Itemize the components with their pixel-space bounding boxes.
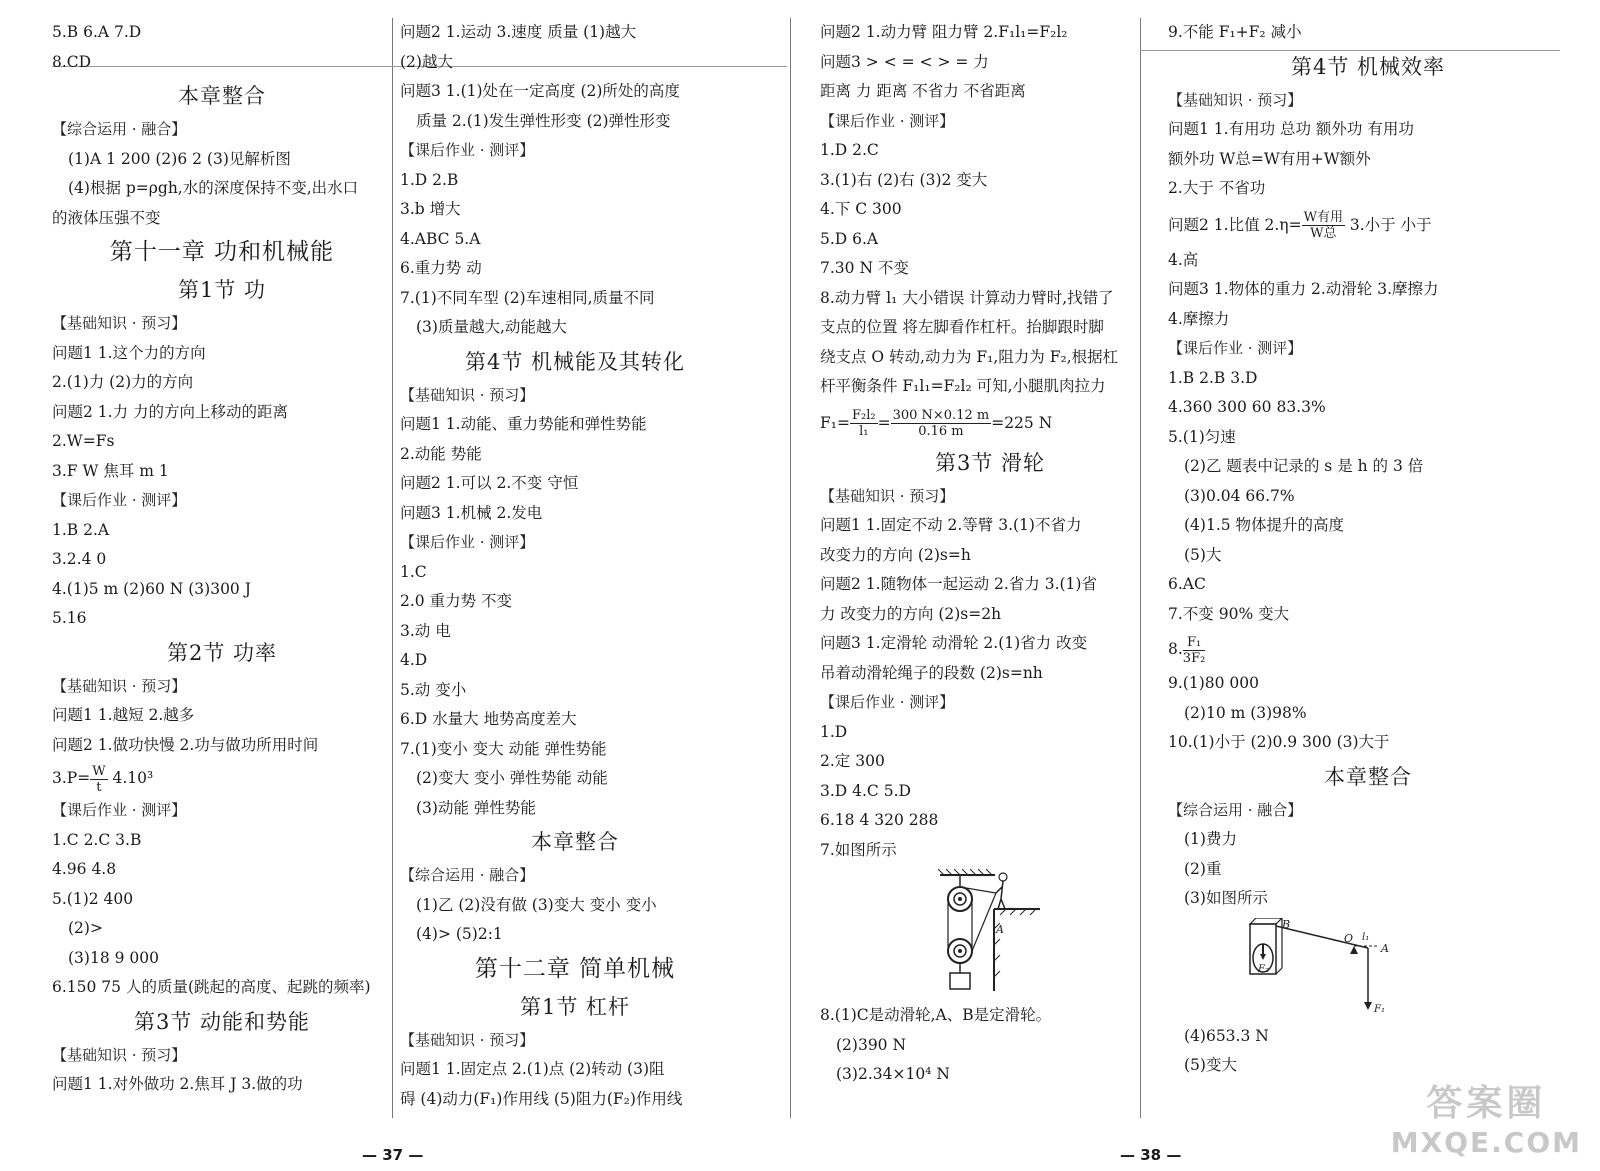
answer-line: 3.F W 焦耳 m 1 (52, 461, 169, 480)
answer-line: (2)10 m (3)98% (1184, 703, 1307, 722)
subsection-label: 【基础知识 · 预习】 (52, 1045, 187, 1064)
section-heading: 第1节 杠杆 (519, 994, 631, 1019)
answer-line-formula: 问题2 1.比值 2.η= $\frac{\text{W有用}}{\text{W总}}$ 3.小于 小于 (1168, 210, 1432, 241)
answer-line: 2.W=Fs (52, 432, 115, 450)
pulley-diagram-svg (820, 869, 1160, 997)
fraction: $\frac{300 N\times 0.12 m}{0.16 m}$ (892, 408, 990, 439)
subsection-label: 【课后作业 · 测评】 (52, 491, 187, 509)
answer-line: 8.(1)C是动滑轮,A、B是定滑轮。 (820, 1006, 1052, 1024)
answer-line: (3)2.34×10⁴ N (836, 1065, 950, 1083)
subsection-label: 【课后作业 · 测评】 (820, 693, 955, 711)
column-divider-1 (392, 18, 393, 1118)
column-1 (52, 18, 392, 1100)
answer-line: 杆平衡条件 F₁l₁=F₂l₂ 可知,小腿肌肉拉力 (820, 377, 1106, 395)
section-heading: 第3节 动能和势能 (133, 1009, 311, 1034)
answer-line: 7.(1)变小 变大 动能 弹性势能 (400, 739, 607, 758)
answer-line: 9.不能 F₁+F₂ 减小 (1168, 23, 1302, 41)
answer-line: 距离 力 距离 不省力 不省距离 (820, 82, 1026, 100)
answer-line: (4)1.5 物体提升的高度 (1184, 516, 1345, 534)
answer-line: 1.D 2.B (400, 170, 459, 189)
subsection-label: 【基础知识 · 预习】 (820, 486, 955, 505)
answer-line: 5.动 变小 (400, 680, 467, 699)
answer-line: 质量 2.(1)发生弹性形变 (2)弹性形变 (416, 111, 671, 130)
diagram-label-l1: l₁ (1362, 931, 1370, 943)
answer-line: (2)乙 题表中记录的 s 是 h 的 3 倍 (1184, 457, 1424, 475)
answer-line: (2)变大 变小 弹性势能 动能 (416, 769, 608, 787)
answer-line: 吊着动滑轮绳子的段数 (2)s=nh (820, 663, 1043, 682)
answer-line: 问题2 1.随物体一起运动 2.省力 3.(1)省 (820, 575, 1097, 593)
answer-line: 1.D (820, 722, 848, 741)
section-heading: 本章整合 (531, 830, 619, 854)
chapter-heading: 第十一章 功和机械能 (109, 239, 335, 265)
answer-line: 6.AC (1168, 575, 1206, 593)
page-number-left: — 37 — (362, 1146, 424, 1164)
answer-line: (3)如图所示 (1184, 889, 1268, 907)
diagram-label-f1: F₁ (1374, 1003, 1385, 1015)
answer-line: (2)重 (1184, 859, 1222, 878)
pulley-diagram (820, 869, 1160, 997)
answer-line: 2.动能 势能 (400, 444, 482, 463)
answer-line: (5)大 (1184, 545, 1222, 564)
answer-line: (2)越大 (400, 52, 453, 71)
column-4 (1168, 18, 1568, 1081)
subsection-label: 【综合运用 · 融合】 (400, 866, 535, 884)
answer-line: 4.ABC 5.A (400, 229, 481, 248)
answer-line: (4)> (5)2:1 (416, 925, 503, 943)
answer-line: 2.大于 不省功 (1168, 179, 1266, 197)
answer-line: 3.D 4.C 5.D (820, 781, 911, 800)
section-heading: 第3节 滑轮 (934, 450, 1046, 475)
answer-line: 10.(1)小于 (2)0.9 300 (3)大于 (1168, 733, 1390, 751)
diagram-label-a: A (996, 923, 1004, 936)
answer-line: 7.(1)不同车型 (2)车速相同,质量不同 (400, 288, 655, 307)
answer-line: 4.D (400, 651, 428, 669)
answer-line: (2)> (68, 919, 103, 937)
answer-line: 问题1 1.固定不动 2.等臂 3.(1)不省力 (820, 516, 1082, 534)
section-heading: 第2节 功率 (166, 640, 278, 665)
answer-line: 3.b 增大 (400, 200, 461, 218)
fraction: $\frac{\text{F₁}}{\text{3F₂}}$ (1182, 634, 1206, 666)
answer-line: 1.C (400, 562, 427, 581)
column-divider-2 (790, 18, 791, 1118)
answer-line: 1.D 2.C (820, 141, 879, 159)
answer-line: 问题3 > < = < > = 力 (820, 52, 989, 71)
answer-line: 问题2 1.力 力的方向上移动的距离 (52, 402, 289, 421)
section-heading: 本章整合 (178, 84, 266, 108)
subsection-label: 【综合运用 · 融合】 (52, 120, 187, 138)
answer-line: 碍 (4)动力(F₁)作用线 (5)阻力(F₂)作用线 (400, 1089, 683, 1108)
watermark-url: MXQE.COM (1390, 1126, 1582, 1159)
section-heading: 本章整合 (1324, 764, 1412, 789)
answer-line: 1.C 2.C 3.B (52, 830, 142, 849)
section-heading: 第4节 机械效率 (1290, 54, 1446, 79)
answer-line: (4)653.3 N (1184, 1026, 1269, 1045)
fraction: $\frac{\text{W有用}}{\text{W总}}$ (1303, 210, 1343, 241)
answer-line: 5.(1)匀速 (1168, 427, 1236, 446)
section-heading: 第4节 机械能及其转化 (464, 349, 686, 374)
answer-line: 3.动 电 (400, 621, 451, 640)
answer-line: 问题1 1.固定点 2.(1)点 (2)转动 (3)阻 (400, 1060, 665, 1078)
answer-line-formula: 3.P= $\frac{W}{t}$ 4.10³ (52, 763, 154, 795)
diagram-label-a: A (1381, 941, 1389, 955)
answer-line: 绕支点 O 转动,动力为 F₁,阻力为 F₂,根据杠 (820, 347, 1119, 366)
answer-line: 问题2 1.可以 2.不变 守恒 (400, 474, 579, 492)
answer-line: 4.高 (1168, 250, 1199, 269)
answer-line: 4.360 300 60 83.3% (1168, 398, 1326, 416)
answer-line: 问题2 1.运动 3.速度 质量 (1)越大 (400, 23, 637, 41)
answer-line: 改变力的方向 (2)s=h (820, 545, 971, 564)
answer-line: (3)动能 弹性势能 (416, 798, 536, 817)
subsection-label: 【课后作业 · 测评】 (400, 141, 535, 159)
subsection-label: 【综合运用 · 融合】 (1168, 800, 1303, 819)
answer-line: 问题3 1.机械 2.发电 (400, 503, 543, 522)
answer-line: 问题1 1.有用功 总功 额外功 有用功 (1168, 120, 1414, 138)
lever-diagram-svg (1168, 918, 1568, 1018)
answer-line: (4)根据 p=ρgh,水的深度保持不变,出水口 (68, 179, 359, 197)
answer-line: 问题1 1.这个力的方向 (52, 343, 206, 362)
answer-line: (3)18 9 000 (68, 948, 159, 967)
answer-line: 5.(1)2 400 (52, 889, 134, 908)
subsection-label: 【基础知识 · 预习】 (1168, 90, 1303, 109)
page-number-right: — 38 — (1120, 1146, 1182, 1164)
fraction: $\frac{W}{t}$ (92, 763, 106, 795)
watermark-logo-text: 答案圈 (1426, 1083, 1547, 1124)
answer-line: 问题1 1.对外做功 2.焦耳 J 3.做的功 (52, 1075, 303, 1093)
answer-line-formula: 8. $\frac{\text{F₁}}{\text{3F₂}}$ (1168, 634, 1206, 666)
answer-line: 6.重力势 动 (400, 259, 482, 277)
subsection-label: 【基础知识 · 预习】 (400, 385, 535, 404)
answer-line: 6.150 75 人的质量(跳起的高度、起跳的频率) (52, 978, 371, 996)
answer-line: 6.18 4 320 288 (820, 811, 939, 829)
answer-line: 的液体压强不变 (52, 208, 161, 227)
subsection-label: 【课后作业 · 测评】 (1168, 339, 1303, 357)
answer-line: 5.D 6.A (820, 229, 879, 248)
answer-line: 7.如图所示 (820, 840, 897, 859)
answer-line: 额外功 W总=W有用+W额外 (1168, 149, 1371, 168)
answer-line: 2.定 300 (820, 752, 885, 770)
fraction: $\frac{\text{F₂l₂}}{\text{l₁}}$ (851, 408, 876, 439)
answer-line: 支点的位置 将左脚看作杠杆。抬脚跟时脚 (820, 318, 1104, 336)
answer-line: 问题2 1.动力臂 阻力臂 2.F₁l₁=F₂l₂ (820, 23, 1068, 41)
answer-line: 1.B 2.A (52, 520, 110, 539)
answer-line: 5.B 6.A 7.D (52, 23, 142, 41)
subsection-label: 【课后作业 · 测评】 (400, 533, 535, 551)
answer-line: 7.30 N 不变 (820, 259, 909, 277)
answer-line: (2)390 N (836, 1035, 907, 1054)
answer-line: (1)乙 (2)没有做 (3)变大 变小 变小 (416, 895, 657, 914)
answer-line: (1)费力 (1184, 830, 1237, 848)
answer-line: 4.下 C 300 (820, 200, 902, 218)
watermark (1391, 1075, 1582, 1159)
answer-line: 问题1 1.越短 2.越多 (52, 706, 195, 724)
answer-line: 问题1 1.动能、重力势能和弹性势能 (400, 415, 647, 433)
lever-diagram (1168, 918, 1568, 1018)
answer-line: 4.摩擦力 (1168, 309, 1230, 328)
answer-line: 6.D 水量大 地势高度差大 (400, 710, 577, 728)
answer-line: (3)质量越大,动能越大 (416, 318, 567, 336)
answer-line: 问题3 1.物体的重力 2.动滑轮 3.摩擦力 (1168, 280, 1439, 298)
answer-line: (5)变大 (1184, 1056, 1237, 1074)
answer-line: 3.(1)右 (2)右 (3)2 变大 (820, 170, 988, 189)
answer-line: 问题3 1.定滑轮 动滑轮 2.(1)省力 改变 (820, 634, 1088, 652)
column-3 (820, 18, 1160, 1090)
answer-line: 4.96 4.8 (52, 860, 117, 878)
diagram-label-b: B (1282, 917, 1291, 931)
answer-line: (3)0.04 66.7% (1184, 486, 1295, 505)
answer-line: 问题3 1.(1)处在一定高度 (2)所处的高度 (400, 82, 680, 100)
subsection-label: 【基础知识 · 预习】 (400, 1030, 535, 1049)
column-2 (400, 18, 750, 1114)
answer-line: 力 改变力的方向 (2)s=2h (820, 604, 1002, 623)
answer-line: 3.2.4 0 (52, 550, 107, 568)
answer-line-formula: F₁= $\frac{\text{F₂l₂}}{\text{l₁}}$ = $\frac{300 N\times 0.12 m}{0.16 m}$ =225 N (820, 408, 1053, 439)
subsection-label: 【基础知识 · 预习】 (52, 676, 187, 695)
answer-line: 8.CD (52, 52, 92, 71)
subsection-label: 【课后作业 · 测评】 (820, 111, 955, 130)
subsection-label: 【课后作业 · 测评】 (52, 801, 187, 819)
answer-line: 7.不变 90% 变大 (1168, 604, 1290, 623)
answer-line: 2.0 重力势 不变 (400, 592, 513, 610)
diagram-label-f2: F₂ (1258, 963, 1269, 975)
answer-line: 4.(1)5 m (2)60 N (3)300 J (52, 579, 251, 598)
answer-line: 8.动力臂 l₁ 大小错误 计算动力臂时,找错了 (820, 288, 1114, 307)
subsection-label: 【基础知识 · 预习】 (52, 314, 187, 332)
answer-line: (1)A 1 200 (2)6 2 (3)见解析图 (68, 149, 291, 168)
answer-line: 1.B 2.B 3.D (1168, 368, 1258, 387)
chapter-heading: 第十二章 简单机械 (474, 955, 676, 982)
answer-line: 问题2 1.做功快慢 2.功与做功所用时间 (52, 735, 319, 754)
answer-line: 2.(1)力 (2)力的方向 (52, 373, 194, 391)
answer-line: 9.(1)80 000 (1168, 674, 1259, 692)
answer-line: 5.16 (52, 609, 87, 627)
diagram-label-o: O (1344, 931, 1354, 945)
section-heading: 第1节 功 (177, 278, 267, 302)
